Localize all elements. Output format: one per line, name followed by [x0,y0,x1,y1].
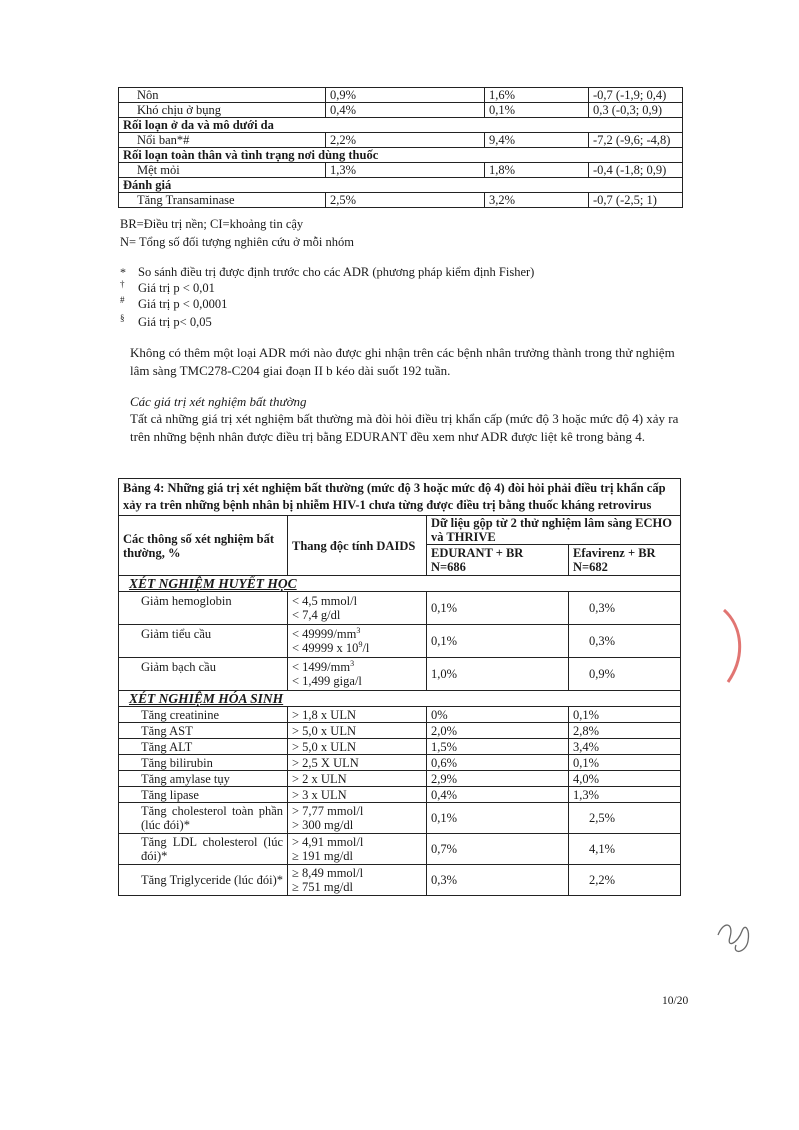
grade-line-1: < 4,5 mmol/l [292,594,358,608]
adr-name: Khó chịu ở bụng [119,103,326,118]
grade-line-2: < 1,499 giga/l [292,674,362,688]
arm1-value: 2,5% [326,193,485,208]
daids-grade: > 3 x ULN [288,787,427,803]
difference-ci: 0,3 (-0,3; 0,9) [589,103,683,118]
edurant-value: 0,7% [427,834,569,865]
daids-grade [288,834,427,865]
header-daids: Thang độc tính DAIDS [288,516,427,576]
daids-grade: > 2 x ULN [288,771,427,787]
edurant-value: 0,1% [427,592,569,625]
daids-grade [288,803,427,834]
daids-grade: > 5,0 x ULN [288,723,427,739]
table-row [119,739,681,755]
lab-parameter: Tăng Triglyceride (lúc đói)* [119,865,288,896]
efavirenz-value: 4,0% [569,771,681,787]
efavirenz-value: 0,3% [569,625,681,658]
daids-grade [288,865,427,896]
grade-line-2: < 7,4 g/dl [292,608,341,622]
arm2-value: 0,1% [485,103,589,118]
table-section-row [119,118,683,133]
efavirenz-value: 4,1% [569,834,681,865]
efavirenz-value: 2,8% [569,723,681,739]
page-number: 10/20 [662,995,689,1007]
efavirenz-value: 0,1% [569,755,681,771]
grade-line-2: < 49999 x 10 [292,641,359,655]
table-row [119,592,681,625]
difference-ci: -0,7 (-1,9; 0,4) [589,88,683,103]
arm-edurant-name: EDURANT + BR [431,546,524,560]
arm1-value: 2,2% [326,133,485,148]
daids-grade [288,625,427,658]
adr-name: Nổi ban*# [119,133,326,148]
red-stamp-mark [720,606,750,686]
header-pooled: Dữ liệu gộp từ 2 thử nghiệm lâm sàng ECHO và THRIVE [427,516,681,545]
table-section-row [119,148,683,163]
grade-line-1: > 4,91 mmol/l [292,835,364,849]
arm2-value: 3,2% [485,193,589,208]
table-row [119,803,681,834]
edurant-value: 0% [427,707,569,723]
edurant-value: 2,9% [427,771,569,787]
header-parameter: Các thông số xét nghiệm bất thường, % [119,516,288,576]
arm1-value: 0,9% [326,88,485,103]
arm1-value: 0,4% [326,103,485,118]
grade-sup-1: 3 [350,658,355,668]
footnote-text: Giá trị p < 0,0001 [138,297,228,311]
lab-parameter: Giảm tiểu cầu [119,625,288,658]
daids-grade: > 1,8 x ULN [288,707,427,723]
daids-grade: > 5,0 x ULN [288,739,427,755]
table-row [119,865,681,896]
efavirenz-value: 0,9% [569,658,681,691]
grade-line-1: < 1499/mm [292,660,351,674]
lab-parameter: Tăng bilirubin [119,755,288,771]
section-hematology: XÉT NGHIỆM HUYẾT HỌC [119,576,681,592]
arm1-value: 1,3% [326,163,485,178]
edurant-value: 0,6% [427,755,569,771]
signature-mark [712,905,767,960]
section-label: Rối loạn toàn thân và tình trạng nơi dùng thuốc [119,148,683,163]
subheading-lab-abnormalities: Các giá trị xét nghiệm bất thường [130,394,307,409]
arm-edurant-n: N=686 [431,560,466,574]
difference-ci: -7,2 (-9,6; -4,8) [589,133,683,148]
edurant-value: 2,0% [427,723,569,739]
table-row [119,163,683,178]
table-row [119,658,681,691]
lab-parameter: Tăng amylase tụy [119,771,288,787]
table-row [119,193,683,208]
lab-parameter: Tăng cholesterol toàn phần (lúc đói)* [119,803,288,834]
edurant-value: 0,1% [427,803,569,834]
table-row [119,103,683,118]
edurant-value: 0,3% [427,865,569,896]
footnote-n: N= Tổng số đối tượng nghiên cứu ở mỗi nhóm [120,235,354,249]
paragraph-lab-intro: Tất cả những giá trị xét nghiệm bất thường mà đòi hỏi điều trị khẩn cấp (mức độ 3 hoặc mức độ 4) xảy ra trên những bệnh nhân được điều trị bằng EDURANT đều xem như ADR được liệt kê trong bảng 4. [130,411,679,444]
grade-line-1: > 7,77 mmol/l [292,804,364,818]
table-row [119,133,683,148]
difference-ci: -0,4 (-1,8; 0,9) [589,163,683,178]
difference-ci: -0,7 (-2,5; 1) [589,193,683,208]
daids-grade [288,658,427,691]
footnote-text: Giá trị p < 0,01 [138,281,215,295]
lab-parameter: Giảm bạch cầu [119,658,288,691]
table-row [119,755,681,771]
header-arm-edurant [427,545,569,576]
arm2-value: 1,8% [485,163,589,178]
footnote-item: § Giá trị p< 0,05 [120,312,212,329]
table-row [119,834,681,865]
arm-efavirenz-name: Efavirenz + BR [573,546,656,560]
daids-grade [288,592,427,625]
table-row [119,707,681,723]
efavirenz-value: 0,3% [569,592,681,625]
grade-line-1: < 49999/mm [292,627,357,641]
edurant-value: 0,1% [427,625,569,658]
table-row [119,723,681,739]
footnote-abbrev: BR=Điều trị nền; CI=khoảng tin cậy [120,217,304,231]
header-arm-efavirenz [569,545,681,576]
lab-parameter: Tăng lipase [119,787,288,803]
footnote-item: † Giá trị p < 0,01 [120,278,215,295]
section-label: Đánh giá [119,178,683,193]
footnote-text: Giá trị p< 0,05 [138,315,212,329]
table-section-row [119,178,683,193]
paragraph-no-new-adr: Không có thêm một loại ADR mới nào được ghi nhận trên các bệnh nhân trưởng thành trong thử nghiệm lâm sàng TMC278-C204 giai đoạn II b kéo dài suốt 192 tuần. [130,345,675,378]
grade-line-2: ≥ 751 mg/dl [292,880,354,894]
efavirenz-value: 3,4% [569,739,681,755]
adr-name: Mệt mỏi [119,163,326,178]
table-row [119,787,681,803]
lab-parameter: Tăng creatinine [119,707,288,723]
grade-tail: /l [362,641,370,655]
section-label: Rối loạn ở da và mô dưới da [119,118,683,133]
footnote-item: * So sánh điều trị được định trước cho các ADR (phương pháp kiểm định Fisher) [120,265,535,279]
table-caption: Bảng 4: Những giá trị xét nghiệm bất thường (mức độ 3 hoặc mức độ 4) đòi hỏi phải điều trị khẩn cấp xảy ra trên những bệnh nhân bị nhiễm HIV-1 chưa từng được điều trị bằng thuốc kháng retrovirus [119,479,681,516]
grade-sup-2: 9 [358,639,363,649]
efavirenz-value: 2,5% [569,803,681,834]
arm2-value: 9,4% [485,133,589,148]
lab-parameter: Tăng ALT [119,739,288,755]
table-row [119,625,681,658]
lab-parameter: Giảm hemoglobin [119,592,288,625]
daids-grade: > 2,5 X ULN [288,755,427,771]
footnote-text: So sánh điều trị được định trước cho các ADR (phương pháp kiểm định Fisher) [138,265,535,279]
table-row [119,88,683,103]
edurant-value: 0,4% [427,787,569,803]
efavirenz-value: 2,2% [569,865,681,896]
section-biochemistry: XÉT NGHIỆM HÓA SINH [119,691,681,707]
grade-line-1: ≥ 8,49 mmol/l [292,866,364,880]
arm-efavirenz-n: N=682 [573,560,608,574]
edurant-value: 1,5% [427,739,569,755]
lab-abnormalities-table [118,478,681,896]
lab-parameter: Tăng LDL cholesterol (lúc đói)* [119,834,288,865]
grade-sup-1: 3 [356,625,361,635]
footnote-item: # Giá trị p < 0,0001 [120,294,228,311]
efavirenz-value: 1,3% [569,787,681,803]
adr-name: Tăng Transaminase [119,193,326,208]
lab-parameter: Tăng AST [119,723,288,739]
efavirenz-value: 0,1% [569,707,681,723]
grade-line-2: > 300 mg/dl [292,818,354,832]
arm2-value: 1,6% [485,88,589,103]
grade-line-2: ≥ 191 mg/dl [292,849,354,863]
adr-name: Nôn [119,88,326,103]
table-row [119,771,681,787]
adr-table-continued [118,87,683,208]
edurant-value: 1,0% [427,658,569,691]
